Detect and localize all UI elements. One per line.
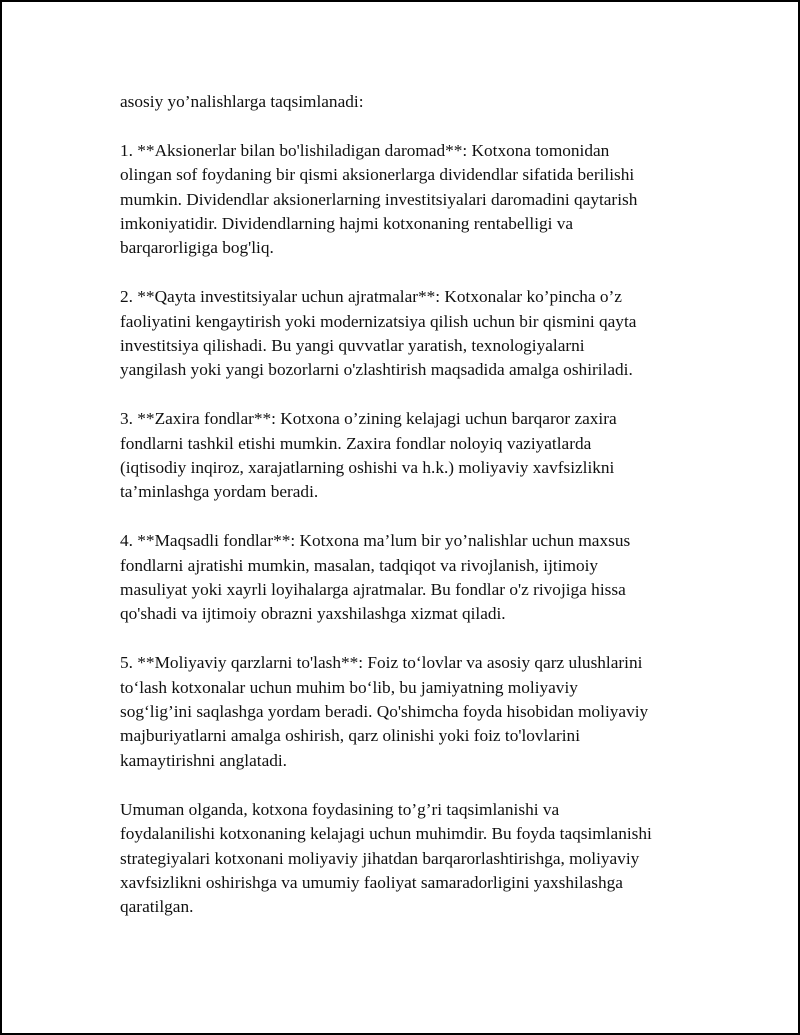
text-line: imkoniyatidir. Dividendlarning hajmi kotxonaning rentabelligi va — [120, 214, 574, 234]
conclusion-paragraph — [120, 798, 710, 920]
intro-paragraph — [120, 90, 710, 114]
text-line: 1. **Aksionerlar bilan bo'lishiladigan daromad**: Kotxona tomonidan — [120, 140, 610, 160]
text-line: majburiyatlarni amalga oshirish, qarz olinishi yoki foiz to'lovlarini — [120, 726, 581, 746]
text-line: masuliyat yoki xayrli loyihalarga ajratmalar. Bu fondlar o'z rivojiga hissa — [120, 580, 626, 600]
list-item-1-paragraph — [120, 139, 710, 261]
text-line: xavfsizlikni oshirishga va umumiy faoliyat samaradorligini yaxshilashga — [120, 872, 623, 892]
text-line: qo'shadi va ijtimoiy obrazni yaxshilashga xizmat qiladi. — [120, 604, 506, 624]
text-line: barqarorligiga bog'liq. — [120, 238, 274, 258]
text-line: kamaytirishni anglatadi. — [120, 750, 288, 770]
list-item-3-paragraph — [120, 407, 710, 505]
text-line: foydalanilishi kotxonaning kelajagi uchun muhimdir. Bu foyda taqsimlanishi — [120, 824, 652, 844]
text-line: Umuman olganda, kotxona foydasining to’g’ri taqsimlanishi va — [120, 799, 560, 819]
text-line: ta’minlashga yordam beradi. — [120, 482, 319, 502]
list-item-5-paragraph — [120, 651, 710, 773]
text-line: olingan sof foydaning bir qismi aksionerlarga dividendlar sifatida berilishi — [120, 165, 635, 185]
text-line: sog‘lig’ini saqlashga yordam beradi. Qo'shimcha foyda hisobidan moliyaviy — [120, 702, 649, 722]
text-line: (iqtisodiy inqiroz, xarajatlarning oshishi va h.k.) moliyaviy xavfsizlikni — [120, 458, 615, 478]
text-line: fondlarni tashkil etishi mumkin. Zaxira fondlar noloyiq vaziyatlarda — [120, 433, 592, 453]
text-line: qaratilgan. — [120, 897, 194, 917]
text-line: asosiy yo’nalishlarga taqsimlanadi: — [120, 92, 364, 111]
text-line: faoliyatini kengaytirish yoki modernizatsiya qilish uchun bir qismini qayta — [120, 311, 637, 331]
text-line: mumkin. Dividendlar aksionerlarning investitsiyalari daromadini qaytarish — [120, 189, 638, 209]
text-line: yangilash yoki yangi bozorlarni o'zlashtirish maqsadida amalga oshiriladi. — [120, 360, 633, 380]
text-line: investitsiya qilishadi. Bu yangi quvvatlar yaratish, texnologiyalarni — [120, 336, 585, 356]
text-line: to‘lash kotxonalar uchun muhim bo‘lib, bu jamiyatning moliyaviy — [120, 677, 578, 697]
list-item-2-paragraph — [120, 285, 710, 383]
text-line: fondlarni ajratishi mumkin, masalan, tadqiqot va rivojlanish, ijtimoiy — [120, 555, 599, 575]
text-line: 5. **Moliyaviy qarzlarni to'lash**: Foiz to‘lovlar va asosiy qarz ulushlarini — [120, 653, 643, 673]
text-line: strategiyalari kotxonani moliyaviy jihatdan barqarorlashtirishga, moliyaviy — [120, 848, 640, 868]
text-line: 3. **Zaxira fondlar**: Kotxona o’zining kelajagi uchun barqaror zaxira — [120, 409, 617, 429]
document-body — [120, 90, 710, 944]
text-line: 2. **Qayta investitsiyalar uchun ajratmalar**: Kotxonalar ko’pincha o’z — [120, 287, 622, 307]
list-item-4-paragraph — [120, 529, 710, 627]
text-line: 4. **Maqsadli fondlar**: Kotxona ma’lum bir yo’nalishlar uchun maxsus — [120, 531, 631, 551]
